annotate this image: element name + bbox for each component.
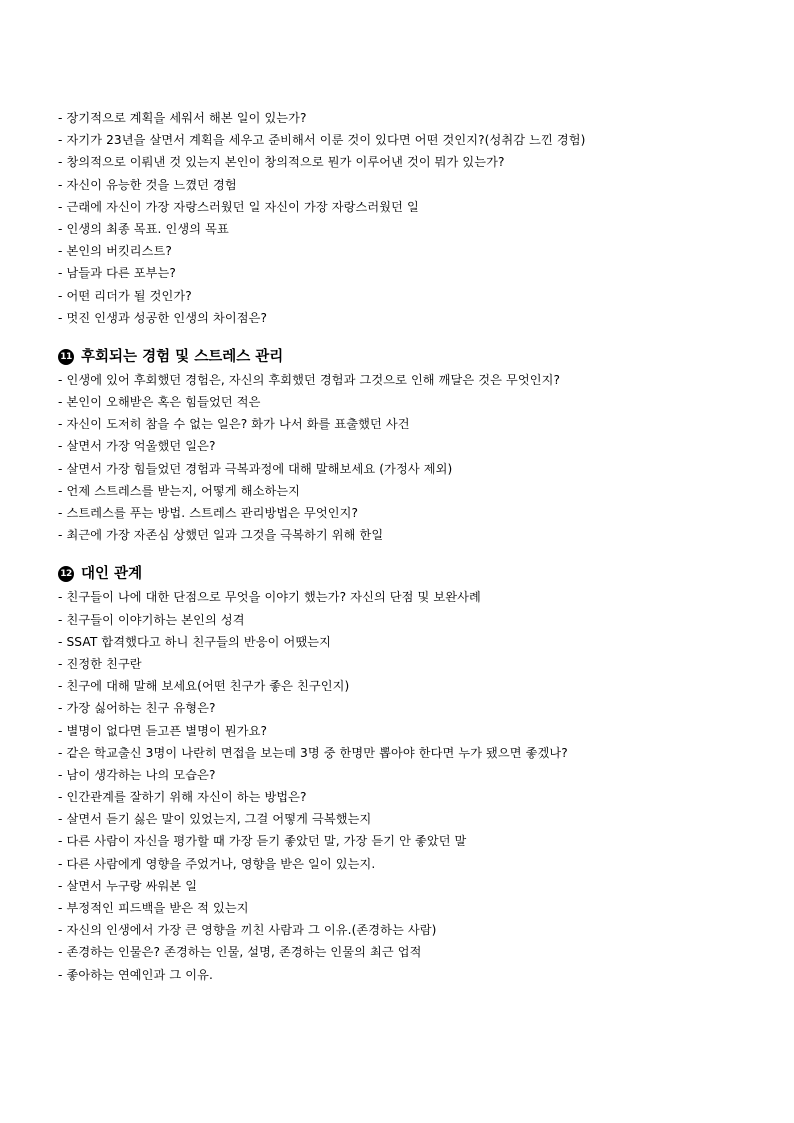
list-item: - 자기가 23년을 살면서 계획을 세우고 준비해서 이룬 것이 있다면 어떤 것인지?(성취감 느낀 경험) <box>58 133 586 148</box>
list-item: - 좋아하는 연예인과 그 이유. <box>58 967 213 982</box>
list-item: - 자신이 도저히 참을 수 없는 일은? 화가 나서 화를 표출했던 사건 <box>58 417 410 432</box>
list-item: - 다른 사람에게 영향을 주었거나, 영향을 받은 일이 있는지. <box>58 856 376 871</box>
list-item: - 인생에 있어 후회했던 경험은, 자신의 후회했던 경험과 그것으로 인해 깨달은 것은 무엇인지? <box>58 372 561 387</box>
list-item: - 근래에 자신이 가장 자랑스러웠던 일 자신이 가장 자랑스러웠던 일 <box>58 199 419 214</box>
list-item: - 살면서 가장 억울했던 일은? <box>58 439 216 454</box>
list-item: - 스트레스를 푸는 방법. 스트레스 관리방법은 무엇인지? <box>58 506 359 520</box>
list-item: - 본인의 버킷리스트? <box>58 244 172 259</box>
list-item: - 인생의 최종 목표. 인생의 목표 <box>58 221 229 236</box>
list-item: - 친구에 대해 말해 보세요(어떤 친구가 좋은 친구인지) <box>58 679 350 694</box>
section-title: 후회되는 경험 및 스트레스 관리 <box>81 348 284 365</box>
section-number-badge: 12 <box>58 566 74 582</box>
list-item: - SSAT 합격했다고 하니 친구들의 반응이 어땠는지 <box>58 634 331 649</box>
section-heading-relationships <box>58 562 734 586</box>
list-item: - 친구들이 나에 대한 단점으로 무엇을 이야기 했는가? 자신의 단점 및 보완사례 <box>58 590 481 605</box>
list-item: - 같은 학교출신 3명이 나란히 면접을 보는데 3명 중 한명만 뽑아야 한다면 누가 됐으면 좋겠나? <box>58 745 568 760</box>
list-item: - 부정적인 피드백을 받은 적 있는지 <box>58 901 249 915</box>
list-item: - 자신이 유능한 것을 느꼈던 경험 <box>58 177 237 192</box>
list-item: - 어떤 리더가 될 것인가? <box>58 288 192 303</box>
list-item: - 인간관계를 잘하기 위해 자신이 하는 방법은? <box>58 790 307 805</box>
list-item: - 최근에 가장 자존심 상했던 일과 그것을 극복하기 위해 한일 <box>58 528 384 543</box>
list-item: - 멋진 인생과 성공한 인생의 차이점은? <box>58 310 268 325</box>
list-item: - 남이 생각하는 나의 모습은? <box>58 767 216 782</box>
list-item: - 언제 스트레스를 받는지, 어떻게 해소하는지 <box>58 483 301 498</box>
list-item: - 친구들이 이야기하는 본인의 성격 <box>58 612 245 627</box>
list-item: - 가장 싫어하는 친구 유형은? <box>58 701 216 716</box>
list-item: - 살면서 듣기 싫은 말이 있었는지, 그걸 어떻게 극복했는지 <box>58 812 372 827</box>
question-list-achievement <box>58 107 734 329</box>
list-item: - 별명이 없다면 듣고픈 별명이 뭔가요? <box>58 723 268 738</box>
list-item: - 다른 사람이 자신을 평가할 때 가장 듣기 좋았던 말, 가장 듣기 안 좋았던 말 <box>58 834 467 849</box>
list-item: - 살면서 가장 힘들었던 경험과 극복과정에 대해 말해보세요 (가정사 제외) <box>58 461 453 476</box>
list-item: - 장기적으로 계획을 세워서 해본 일이 있는가? <box>58 111 307 125</box>
list-item: - 진정한 친구란 <box>58 656 142 671</box>
list-item: - 살면서 누구랑 싸워본 일 <box>58 878 198 893</box>
question-list-regret-stress <box>58 369 734 547</box>
list-item: - 창의적으로 이뤄낸 것 있는지 본인이 창의적으로 뭔가 이루어낸 것이 뭐가 있는가? <box>58 155 505 170</box>
question-list-relationships <box>58 586 734 985</box>
section-heading-regret-stress <box>58 345 734 369</box>
list-item: - 남들과 다른 포부는? <box>58 266 176 281</box>
list-item: - 존경하는 인물은? 존경하는 인물, 설명, 존경하는 인물의 최근 업적 <box>58 945 422 960</box>
section-title: 대인 관계 <box>81 566 143 583</box>
list-item: - 자신의 인생에서 가장 큰 영향을 끼친 사람과 그 이유.(존경하는 사람) <box>58 923 437 938</box>
list-item: - 본인이 오해받은 혹은 힘들었던 적은 <box>58 395 261 410</box>
section-number-badge: 11 <box>58 349 74 365</box>
